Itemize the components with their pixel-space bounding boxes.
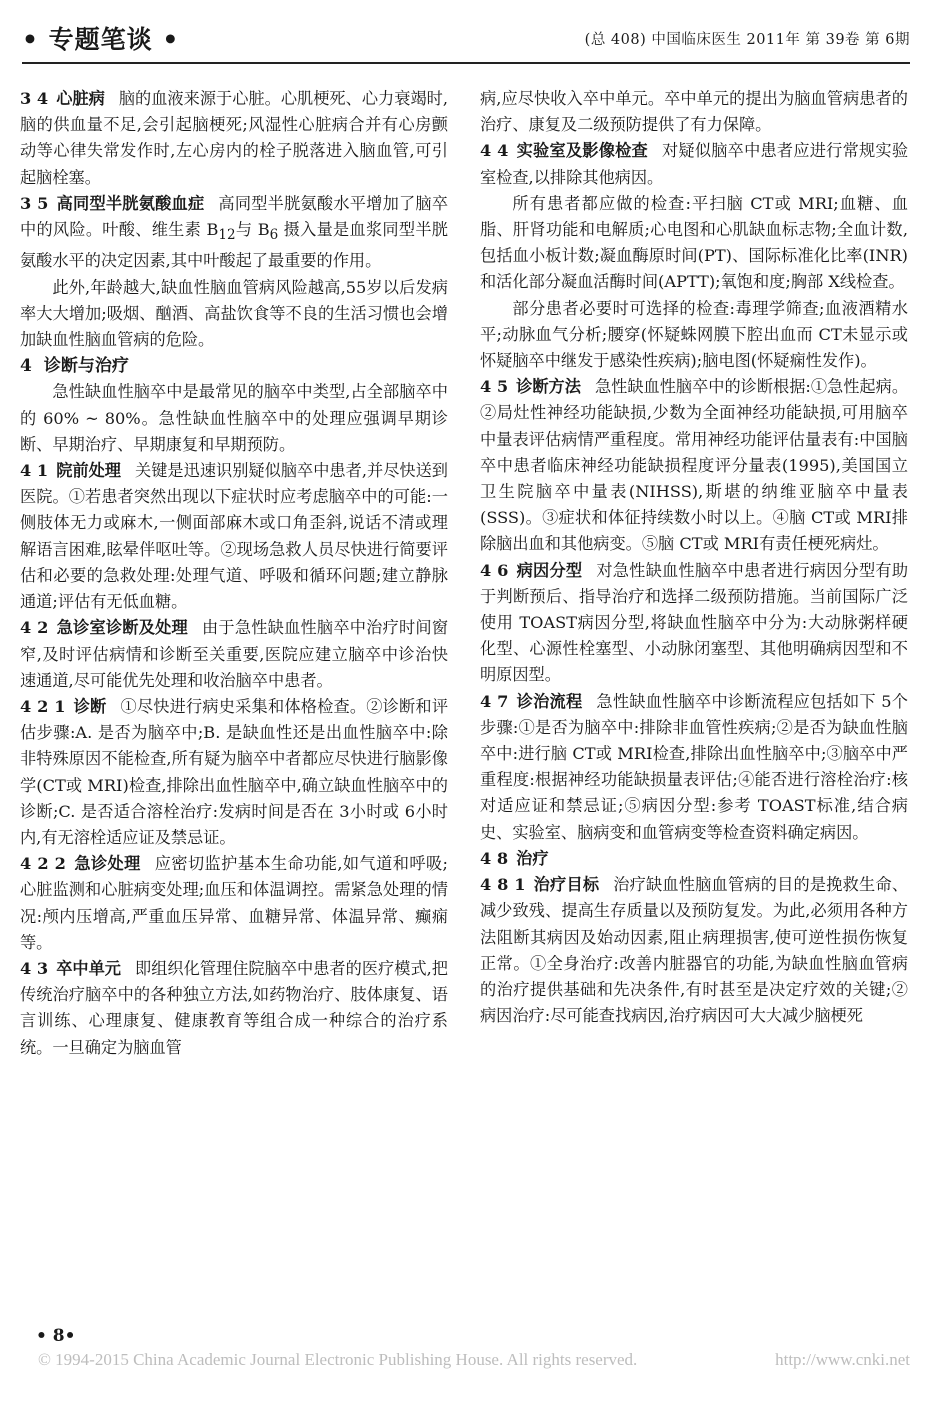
heading-heart-disease: 心脏病	[56, 89, 105, 108]
paragraph-4-7: 4 7 诊治流程 急性缺血性脑卒中诊断流程应包括如下 5个步骤:①是否为脑卒中:排除非血管性疾病;②是否为缺血性脑卒中:进行脑 CT或 MRI检查,排除出血性脑卒中;③脑卒中严重程度:根据神经功能缺损量表评估;④能否进行溶栓治疗:核对适应证和禁忌证;⑤病因分型:参考 TOAST标准,结合病史、实验室、脑病变和血管病变等检查资料确定病因。	[480, 691, 908, 842]
heading-treatment-goal: 治疗目标	[533, 875, 600, 895]
heading-workflow: 诊治流程	[516, 691, 583, 711]
cnki-url: http://www.cnki.net	[775, 1350, 910, 1369]
paragraph-4-8: 4 8 治疗	[480, 848, 549, 868]
heading-lab-imaging: 实验室及影像检查	[516, 141, 648, 161]
heading-homocysteine: 高同型半胱氨酸血症	[56, 193, 205, 213]
paragraph-age-risk: 此外,年龄越大,缺血性脑血管病风险越高,55岁以后发病率大大增加;吸烟、酗酒、高盐饮食等不良的生活习惯也会增加缺血性脑血管病的危险。	[20, 277, 448, 350]
paragraph-3-4: 3 4 心脏病 脑的血液来源于心脏。心肌梗死、心力衰竭时,脑的供血量不足,会引起脑梗死;风湿性心脏病合并有心房颤动等心律失常发作时,左心房内的栓子脱落进入脑血管,可引起脑栓塞。	[20, 89, 448, 187]
paragraph-required-tests: 所有患者都应做的检查:平扫脑 CT或 MRI;血糖、血脂、肝肾功能和电解质;心电图和心肌缺血标志物;全血计数,包括血小板计数;凝血酶原时间(PT)、国际标准化比率(INR)和活化部分凝血活酶时间(APTT);氧饱和度;胸部 X线检查。	[480, 193, 908, 292]
paragraph-4-6: 4 6 病因分型 对急性缺血性脑卒中患者进行病因分型有助于判断预后、指导治疗和选择二级预防措施。当前国际广泛使用 TOAST病因分型,将缺血性脑卒中分为:大动脉粥样硬化型、心源性栓塞型、小动脉闭塞型、其他明确病因型和不明原因型。	[480, 560, 909, 685]
paragraph-4-intro: 急性缺血性脑卒中是最常见的脑卒中类型,占全部脑卒中的 60% ~ 80%。急性缺血性脑卒中的处理应强调早期诊断、早期治疗、早期康复和早期预防。	[20, 382, 448, 454]
paragraph-4-2: 4 2 急诊室诊断及处理 由于急性缺血性脑卒中治疗时间窗窄,及时评估病情和诊断至关重要,医院应建立脑卒中诊治快速通道,尽可能优先处理和收治脑卒中患者。	[20, 618, 449, 690]
left-column	[20, 86, 448, 1061]
paragraph-4-5: 4 5 诊断方法 急性缺血性脑卒中的诊断根据:①急性起病。②局灶性神经功能缺损,少数为全面神经功能缺损,可用脑卒中量表评估病情严重程度。常用神经功能评估量表有:中国脑卒中患者临床神经功能缺损程度评分量表(1995),美国国立卫生院脑卒中量表(NIHSS),斯堪的纳维亚脑卒中量表(SSS)。③症状和体征持续数小时以上。④脑 CT或 MRI排除脑出血和其他病变。⑤脑 CT或 MRI有责任梗死病灶。	[480, 377, 908, 554]
page-number: • 8•	[36, 1326, 76, 1346]
paragraph-optional-tests: 部分患者必要时可选择的检查:毒理学筛查;血液酒精水平;动脉血气分析;腰穿(怀疑蛛网膜下腔出血而 CT未显示或怀疑脑卒中继发于感染性疾病);脑电图(怀疑痫性发作)。	[480, 298, 908, 371]
section-4-heading: 4 诊断与治疗	[20, 356, 129, 377]
paragraph-3-5: 3 5 高同型半胱氨酸血症 高同型半胱氨酸水平增加了脑卒中的风险。叶酸、维生素 $B_{12}$与 $B_6$ 摄入量是血浆同型半胱氨酸水平的决定因素,其中叶酸起了最重要的作用。	[20, 193, 449, 271]
heading-emergency-room: 急诊室诊断及处理	[56, 618, 188, 638]
page-header	[22, 14, 910, 64]
right-column	[480, 86, 908, 1029]
heading-treatment: 治疗	[516, 848, 549, 868]
journal-info: (总 408) 中国临床医生 2011年 第 39卷 第 6期	[584, 31, 910, 48]
heading-diagnostic-method: 诊断方法	[516, 377, 581, 397]
paragraph-4-3: 4 3 卒中单元 即组织化管理住院脑卒中患者的医疗模式,把传统治疗脑卒中的各种独立方法,如药物治疗、肢体康复、语言训练、心理康复、健康教育等组合成一种综合的治疗系统。一旦确定为脑血管	[20, 958, 448, 1057]
paragraph-continued: 病,应尽快收入卒中单元。卒中单元的提出为脑血管病患者的治疗、康复及二级预防提供了有力保障。	[480, 89, 908, 135]
heading-diagnosis: 诊断	[73, 696, 107, 716]
paragraph-4-2-2: 4 2 2 急诊处理 应密切监护基本生命功能,如气道和呼吸;心脏监测和心脏病变处理;血压和体温调控。需紧急处理的情况:颅内压增高,严重血压异常、血糖异常、体温异常、癫痫等。	[20, 854, 449, 952]
heading-stroke-unit: 卒中单元	[56, 958, 122, 978]
paragraph-4-8-1: 4 8 1 治疗目标 治疗缺血性脑血管病的目的是挽救生命、减少致残、提高生存质量以及预防复发。为此,必须用各种方法阻断其病因及始动因素,阻止病理损害,使可逆性损伤恢复正常。①全身治疗:改善内脏器官的功能,为缺血性脑血管病的治疗提供基础和先决条件,有时甚至是决定疗效的关键;②病因治疗:尽可能查找病因,治疗病因可大大减少脑梗死	[480, 875, 909, 1026]
footer-watermark	[38, 1350, 910, 1370]
paragraph-4-2-1: 4 2 1 诊断 ①尽快进行病史采集和体格检查。②诊断和评估步骤:A. 是否为脑卒中;B. 是缺血性还是出血性脑卒中:除非特殊原因不能检查,所有疑为脑卒中者都应尽快进行脑影像学(CT或 MRI)检查,排除出血性脑卒中,确立缺血性脑卒中的诊断;C. 是否适合溶栓治疗:发病时间是否在 3小时或 6小时内,有无溶栓适应证及禁忌证。	[20, 696, 449, 847]
copyright-text: © 1994-2015 China Academic Journal Electronic Publishing House. All rights reserved.	[38, 1350, 638, 1369]
section-tag: • 专题笔谈 •	[22, 25, 180, 54]
heading-emergency-treatment: 急诊处理	[73, 854, 141, 874]
paragraph-4-4: 4 4 实验室及影像检查 对疑似脑卒中患者应进行常规实验室检查,以排除其他病因。	[480, 141, 909, 187]
heading-etiology-classification: 病因分型	[516, 560, 583, 580]
heading-prehospital: 院前处理	[56, 461, 122, 481]
paragraph-4-1: 4 1 院前处理 关键是迅速识别疑似脑卒中患者,并尽快送到医院。①若患者突然出现以下症状时应考虑脑卒中的可能:一侧肢体无力或麻木,一侧面部麻木或口角歪斜,说话不清或理解语言困难,眩晕伴呕吐等。②现场急救人员尽快进行简要评估和必要的急救处理:处理气道、呼吸和循环问题;建立静脉通道;评估有无低血糖。	[20, 461, 448, 612]
